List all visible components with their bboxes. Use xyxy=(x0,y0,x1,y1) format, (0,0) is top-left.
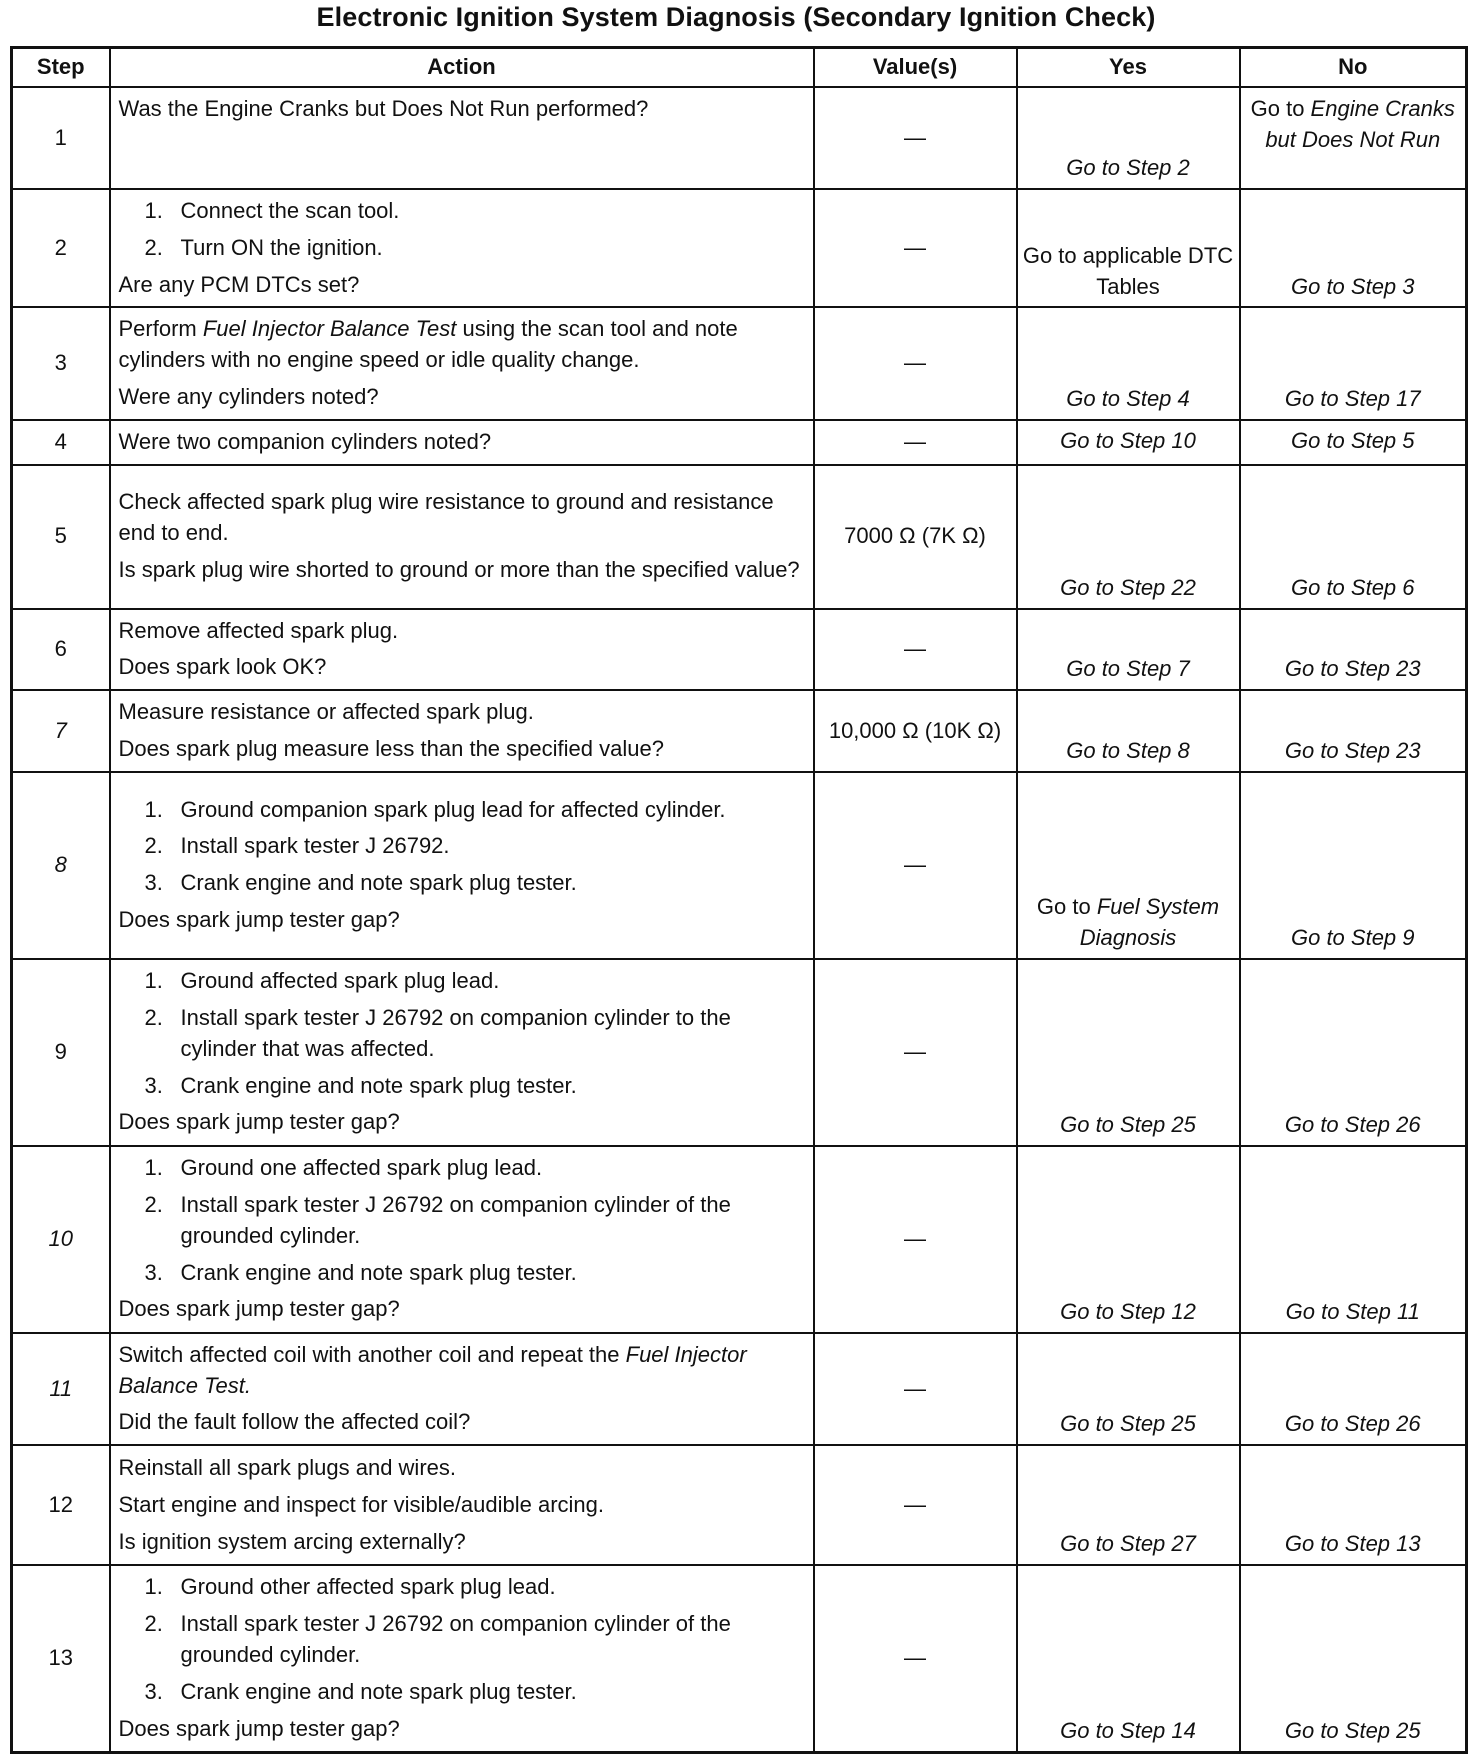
no-cell: Go to Step 5 xyxy=(1240,420,1467,465)
step-number: 1 xyxy=(12,87,110,189)
value-cell: — xyxy=(814,772,1017,959)
yes-cell: Go to applicable DTC Tables xyxy=(1017,189,1240,307)
numbered-item: 2. Install spark tester J 26792 on companion cylinder to the cylinder that was affected. xyxy=(144,1005,731,1061)
action-question: Is ignition system arcing externally? xyxy=(118,1528,466,1554)
action-line: Measure resistance or affected spark plug. xyxy=(118,699,534,725)
action-line: Reinstall all spark plugs and wires. xyxy=(118,1454,456,1480)
action-line: Perform Fuel Injector Balance Test using the scan tool and note cylinders with no engine speed or idle quality change. xyxy=(118,316,738,373)
yes-cell: Go to Step 10 xyxy=(1017,420,1240,465)
table-row xyxy=(12,1565,1467,1752)
value-cell: 10,000 Ω (10K Ω) xyxy=(814,690,1017,772)
value-cell: 7000 Ω (7K Ω) xyxy=(814,465,1017,609)
numbered-item: 3. Crank engine and note spark plug tester. xyxy=(144,1678,577,1704)
action-cell xyxy=(110,189,814,307)
no-cell: Go to Step 9 xyxy=(1240,772,1467,959)
value-cell: — xyxy=(814,1146,1017,1333)
no-cell: Go to Step 3 xyxy=(1240,189,1467,307)
step-number: 8 xyxy=(12,772,110,959)
action-cell xyxy=(110,1146,814,1333)
action-cell xyxy=(110,307,814,419)
table-row xyxy=(12,307,1467,419)
yes-cell: Go to Step 8 xyxy=(1017,690,1240,772)
no-cell: Go to Step 13 xyxy=(1240,1445,1467,1565)
yes-cell: Go to Step 25 xyxy=(1017,1333,1240,1445)
yes-cell: Go to Step 27 xyxy=(1017,1445,1240,1565)
action-line: Were two companion cylinders noted? xyxy=(118,428,492,454)
table-row xyxy=(12,609,1467,691)
no-cell: Go to Step 23 xyxy=(1240,690,1467,772)
action-question: Did the fault follow the affected coil? xyxy=(118,1409,471,1435)
action-question: Does spark jump tester gap? xyxy=(118,1109,400,1135)
yes-cell: Go to Step 22 xyxy=(1017,465,1240,609)
numbered-item: 2. Install spark tester J 26792 on companion cylinder of the grounded cylinder. xyxy=(144,1192,731,1248)
table-row xyxy=(12,87,1467,189)
table-row xyxy=(12,189,1467,307)
yes-cell: Go to Step 4 xyxy=(1017,307,1240,419)
action-cell xyxy=(110,690,814,772)
step-number: 12 xyxy=(12,1445,110,1565)
action-question: Were any cylinders noted? xyxy=(118,383,379,409)
action-cell xyxy=(110,1333,814,1445)
no-cell: Go to Step 6 xyxy=(1240,465,1467,609)
value-cell: — xyxy=(814,189,1017,307)
step-number: 7 xyxy=(12,690,110,772)
value-cell: — xyxy=(814,307,1017,419)
value-cell: — xyxy=(814,959,1017,1146)
action-cell xyxy=(110,772,814,959)
no-cell xyxy=(1240,87,1467,189)
header-yes: Yes xyxy=(1017,48,1240,88)
header-values: Value(s) xyxy=(814,48,1017,88)
no-cell: Go to Step 23 xyxy=(1240,609,1467,691)
step-number: 3 xyxy=(12,307,110,419)
action-cell xyxy=(110,1445,814,1565)
step-number: 4 xyxy=(12,420,110,465)
action-line: Check affected spark plug wire resistance to ground and resistance end to end. xyxy=(118,489,774,546)
no-cell: Go to Step 26 xyxy=(1240,1333,1467,1445)
no-cell: Go to Step 17 xyxy=(1240,307,1467,419)
no-cell: Go to Step 26 xyxy=(1240,959,1467,1146)
value-cell: — xyxy=(814,1445,1017,1565)
numbered-item: 2. Turn ON the ignition. xyxy=(144,234,383,260)
table-header-row xyxy=(12,48,1467,88)
table-row xyxy=(12,690,1467,772)
header-no: No xyxy=(1240,48,1467,88)
action-line: Remove affected spark plug. xyxy=(118,617,399,643)
table-row xyxy=(12,1333,1467,1445)
page-title: Electronic Ignition System Diagnosis (Secondary Ignition Check) xyxy=(316,2,1156,32)
action-question: Is spark plug wire shorted to ground or more than the specified value? xyxy=(118,556,800,582)
header-action: Action xyxy=(110,48,814,88)
step-number: 9 xyxy=(12,959,110,1146)
value-cell: — xyxy=(814,1565,1017,1752)
table-row xyxy=(12,1146,1467,1333)
yes-cell: Go to Step 7 xyxy=(1017,609,1240,691)
value-cell: — xyxy=(814,87,1017,189)
action-question: Are any PCM DTCs set? xyxy=(118,271,360,297)
table-row xyxy=(12,772,1467,959)
action-cell xyxy=(110,609,814,691)
action-question: Does spark look OK? xyxy=(118,654,327,680)
action-cell xyxy=(110,1565,814,1752)
action-cell xyxy=(110,959,814,1146)
numbered-item: 1. Ground other affected spark plug lead. xyxy=(144,1574,556,1600)
action-line: Switch affected coil with another coil and repeat the Fuel Injector Balance Test. xyxy=(118,1341,747,1398)
no-prefix: Go to xyxy=(1250,96,1311,121)
action-line: Start engine and inspect for visible/audible arcing. xyxy=(118,1491,605,1517)
action-question: Does spark jump tester gap? xyxy=(118,1715,400,1741)
no-cell: Go to Step 11 xyxy=(1240,1146,1467,1333)
no-cell: Go to Step 25 xyxy=(1240,1565,1467,1752)
numbered-item: 3. Crank engine and note spark plug tester. xyxy=(144,870,577,896)
step-number: 5 xyxy=(12,465,110,609)
yes-cell: Go to Fuel System Diagnosis xyxy=(1017,772,1240,959)
action-question: Does spark jump tester gap? xyxy=(118,907,400,933)
value-cell: — xyxy=(814,420,1017,465)
numbered-item: 1. Connect the scan tool. xyxy=(144,198,400,223)
action-question: Does spark jump tester gap? xyxy=(118,1296,400,1322)
step-number: 10 xyxy=(12,1146,110,1333)
action-question: Does spark plug measure less than the specified value? xyxy=(118,735,664,761)
yes-cell: Go to Step 2 xyxy=(1017,87,1240,189)
no-reference: Engine Cranks but Does Not Run xyxy=(1265,96,1455,152)
numbered-item: 2. Install spark tester J 26792. xyxy=(144,833,450,859)
value-cell: — xyxy=(814,609,1017,691)
yes-cell: Go to Step 14 xyxy=(1017,1565,1240,1752)
table-row xyxy=(12,420,1467,465)
step-number: 6 xyxy=(12,609,110,691)
action-line: Was the Engine Cranks but Does Not Run performed? xyxy=(118,96,649,121)
header-step: Step xyxy=(12,48,110,88)
yes-cell: Go to Step 25 xyxy=(1017,959,1240,1146)
action-cell xyxy=(110,420,814,465)
table-row xyxy=(12,465,1467,609)
action-cell xyxy=(110,465,814,609)
numbered-item: 3. Crank engine and note spark plug tester. xyxy=(144,1259,577,1285)
step-number: 2 xyxy=(12,189,110,307)
value-cell: — xyxy=(814,1333,1017,1445)
action-cell xyxy=(110,87,814,189)
numbered-item: 1. Ground companion spark plug lead for affected cylinder. xyxy=(144,796,726,822)
step-number: 13 xyxy=(12,1565,110,1752)
table-row xyxy=(12,1445,1467,1565)
numbered-item: 2. Install spark tester J 26792 on companion cylinder of the grounded cylinder. xyxy=(144,1611,731,1667)
numbered-item: 3. Crank engine and note spark plug tester. xyxy=(144,1072,577,1098)
numbered-item: 1. Ground one affected spark plug lead. xyxy=(144,1155,543,1181)
table-row xyxy=(12,959,1467,1146)
numbered-item: 1. Ground affected spark plug lead. xyxy=(144,968,500,994)
yes-cell: Go to Step 12 xyxy=(1017,1146,1240,1333)
diagnosis-table xyxy=(10,46,1468,1754)
step-number: 11 xyxy=(12,1333,110,1445)
